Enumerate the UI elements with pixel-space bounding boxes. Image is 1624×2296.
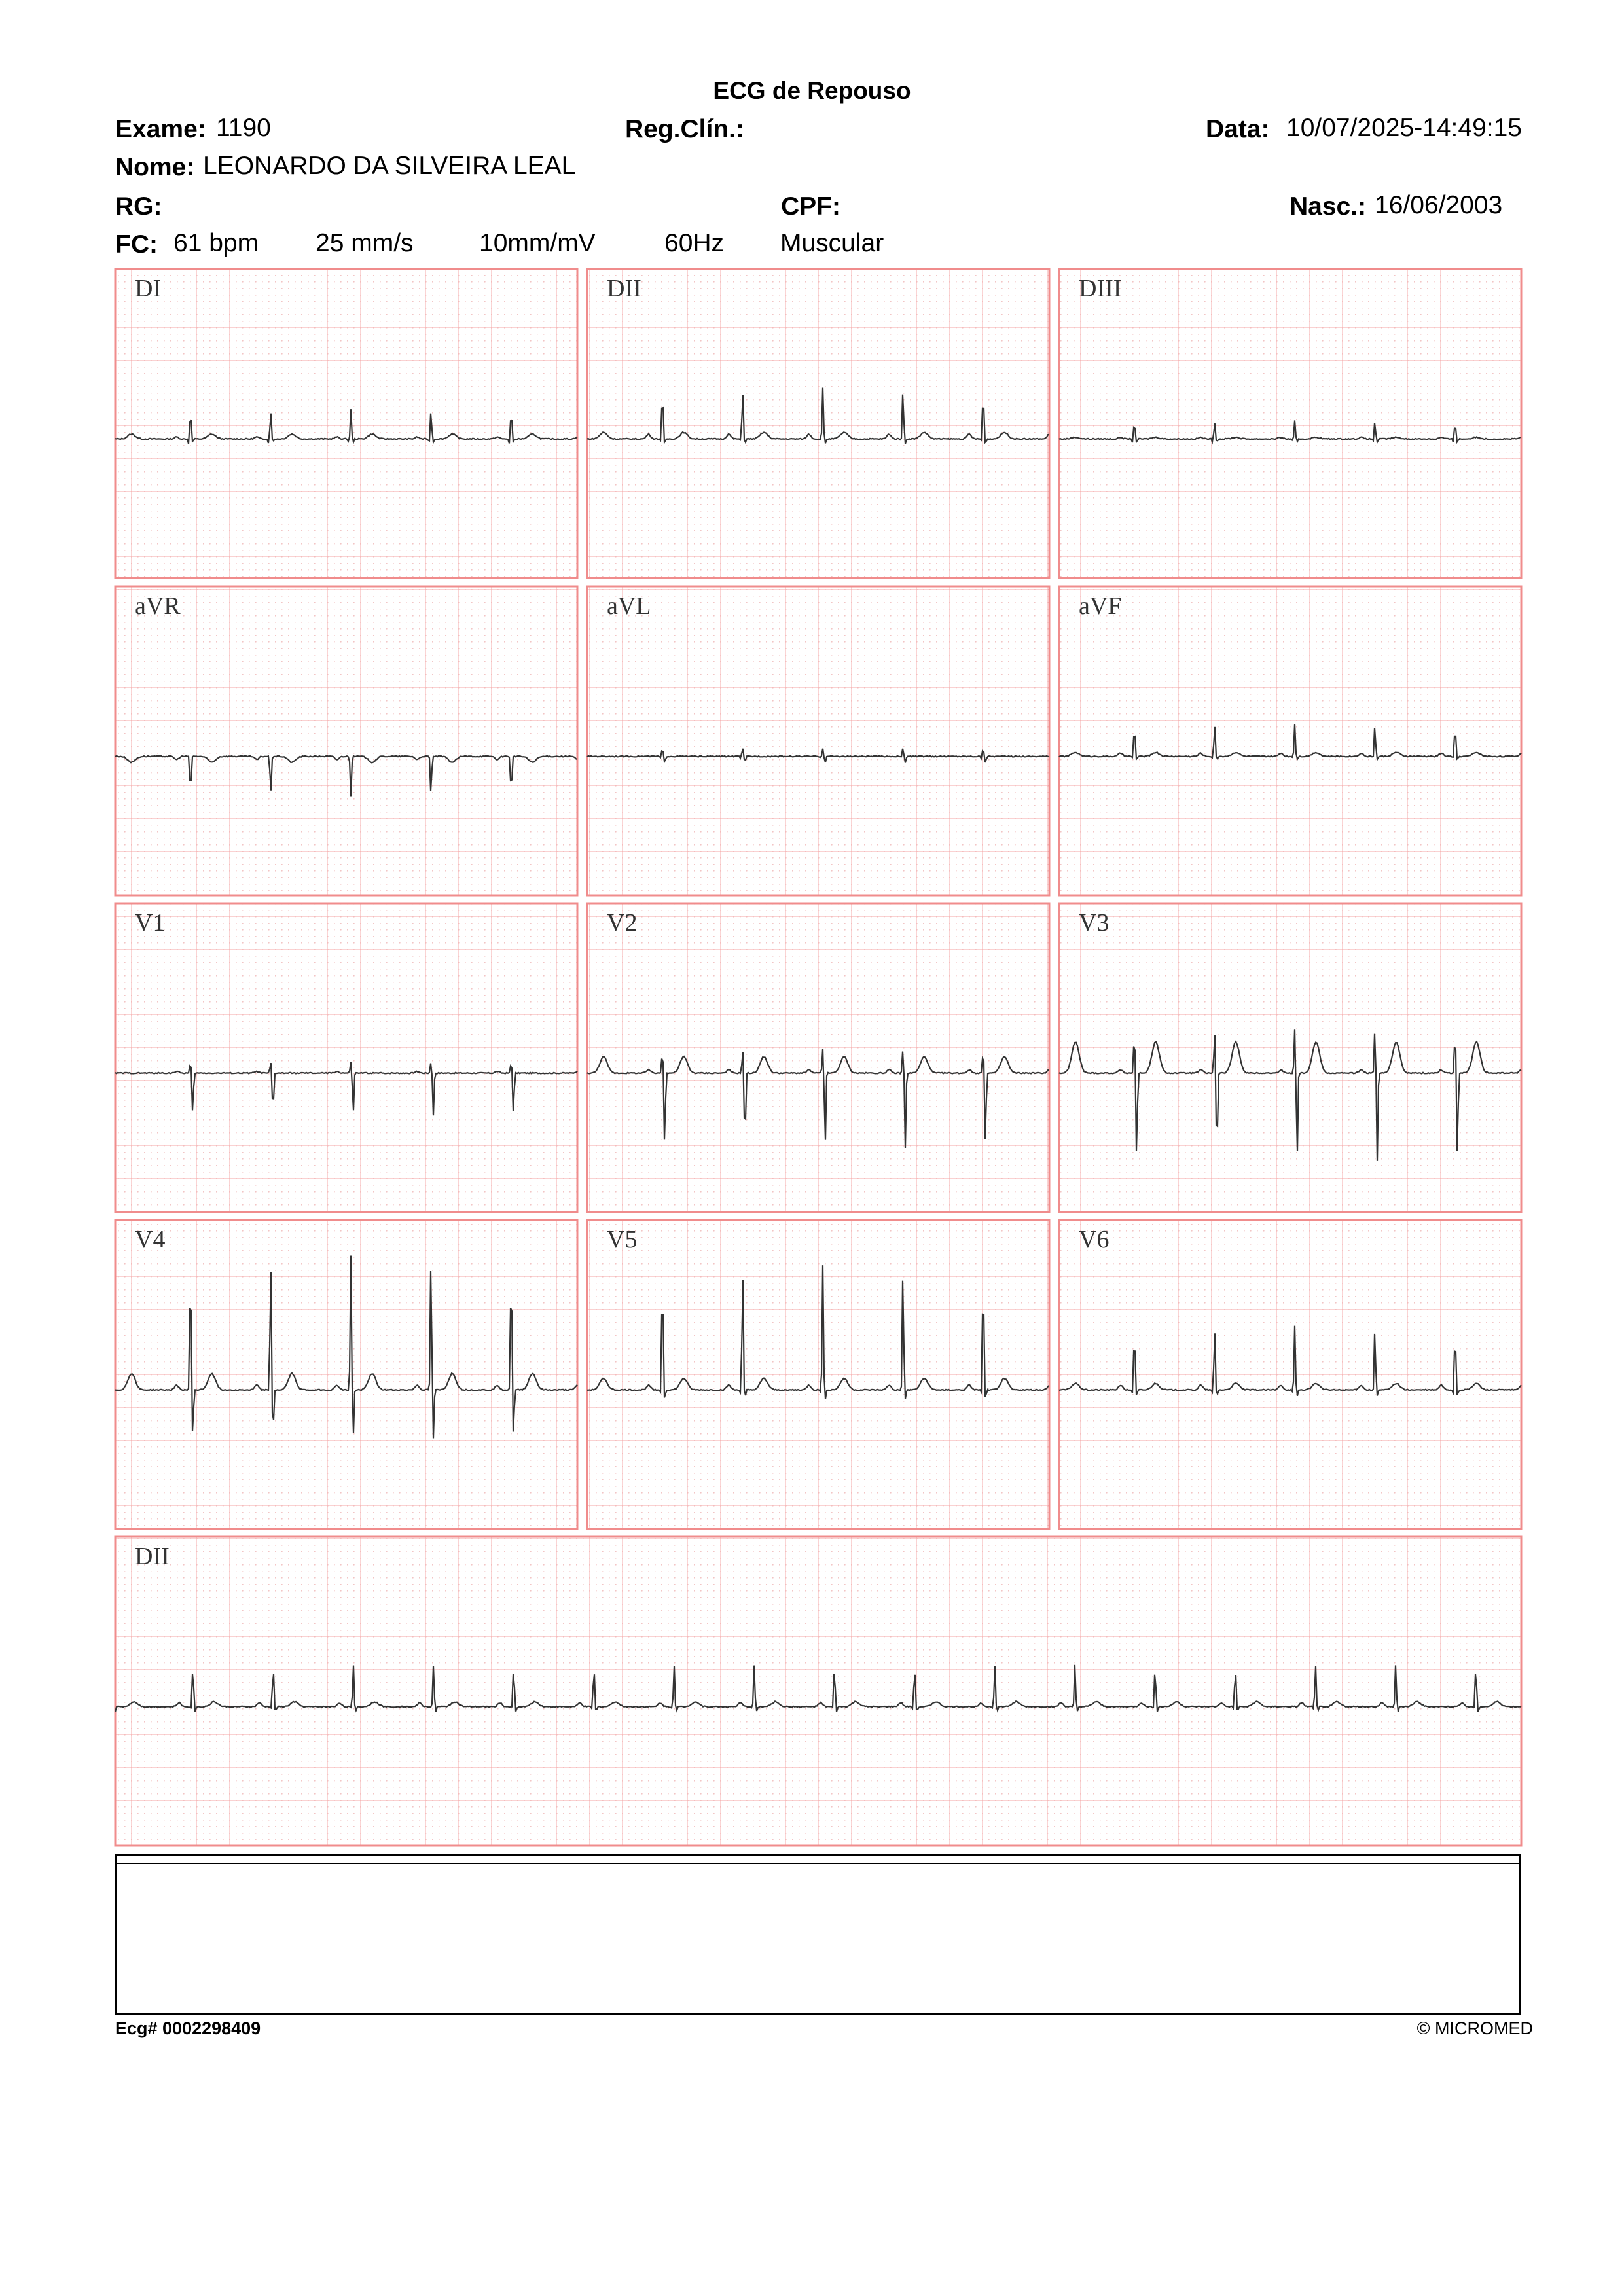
nasc-value: 16/06/2003 — [1375, 191, 1503, 219]
lead-label: V2 — [607, 909, 638, 937]
lead-panel-v3 — [1059, 903, 1521, 1212]
ecg-number: Ecg# 0002298409 — [115, 2018, 261, 2038]
nome-label: Nome: — [115, 153, 195, 181]
lead-label: V4 — [135, 1226, 166, 1253]
lead-label: DII — [135, 1543, 170, 1570]
copyright: © MICROMED — [1416, 2018, 1533, 2038]
exame-value: 1190 — [216, 114, 271, 142]
fc-value: 61 bpm — [173, 229, 259, 257]
lead-label: V1 — [135, 909, 166, 937]
lead-panel-v4 — [115, 1220, 577, 1529]
data-value: 10/07/2025-14:49:15 — [1286, 114, 1522, 142]
lead-label: V3 — [1079, 909, 1110, 937]
lead-panel-diii — [1059, 269, 1521, 578]
lead-label: aVF — [1079, 592, 1122, 620]
speed-value: 25 mm/s — [316, 229, 414, 257]
lead-panel-di — [115, 269, 577, 578]
fc-label: FC: — [115, 230, 158, 259]
lead-panel-avf — [1059, 586, 1521, 895]
comment-box — [115, 1854, 1521, 2015]
report-title: ECG de Repouso — [713, 77, 911, 104]
cpf-label: CPF: — [781, 192, 840, 221]
lead-panel-v1 — [115, 903, 577, 1212]
regclin-label: Reg.Clín.: — [625, 115, 744, 143]
gain-value: 10mm/mV — [479, 229, 596, 257]
lead-label: DIII — [1079, 275, 1122, 302]
filter-hz-value: 60Hz — [664, 229, 725, 257]
lead-label: aVR — [135, 592, 181, 620]
lead-panel-v2 — [587, 903, 1049, 1212]
lead-panel-dii — [587, 269, 1049, 578]
nome-value: LEONARDO DA SILVEIRA LEAL — [203, 152, 576, 180]
exame-label: Exame: — [115, 115, 206, 143]
lead-panel-v5 — [587, 1220, 1049, 1529]
lead-label: DII — [607, 275, 641, 302]
lead-label: aVL — [607, 592, 651, 620]
data-label: Data: — [1206, 115, 1270, 143]
lead-panel-avl — [587, 586, 1049, 895]
lead-label: DI — [135, 275, 162, 302]
lead-panel-v6 — [1059, 1220, 1521, 1529]
filter-type-value: Muscular — [780, 229, 884, 257]
rg-label: RG: — [115, 192, 162, 221]
lead-label: V5 — [607, 1226, 638, 1253]
nasc-label: Nasc.: — [1290, 192, 1367, 221]
lead-label: V6 — [1079, 1226, 1110, 1253]
lead-panel-avr — [115, 586, 577, 895]
lead-panel-rhythm-dii — [115, 1537, 1521, 1846]
